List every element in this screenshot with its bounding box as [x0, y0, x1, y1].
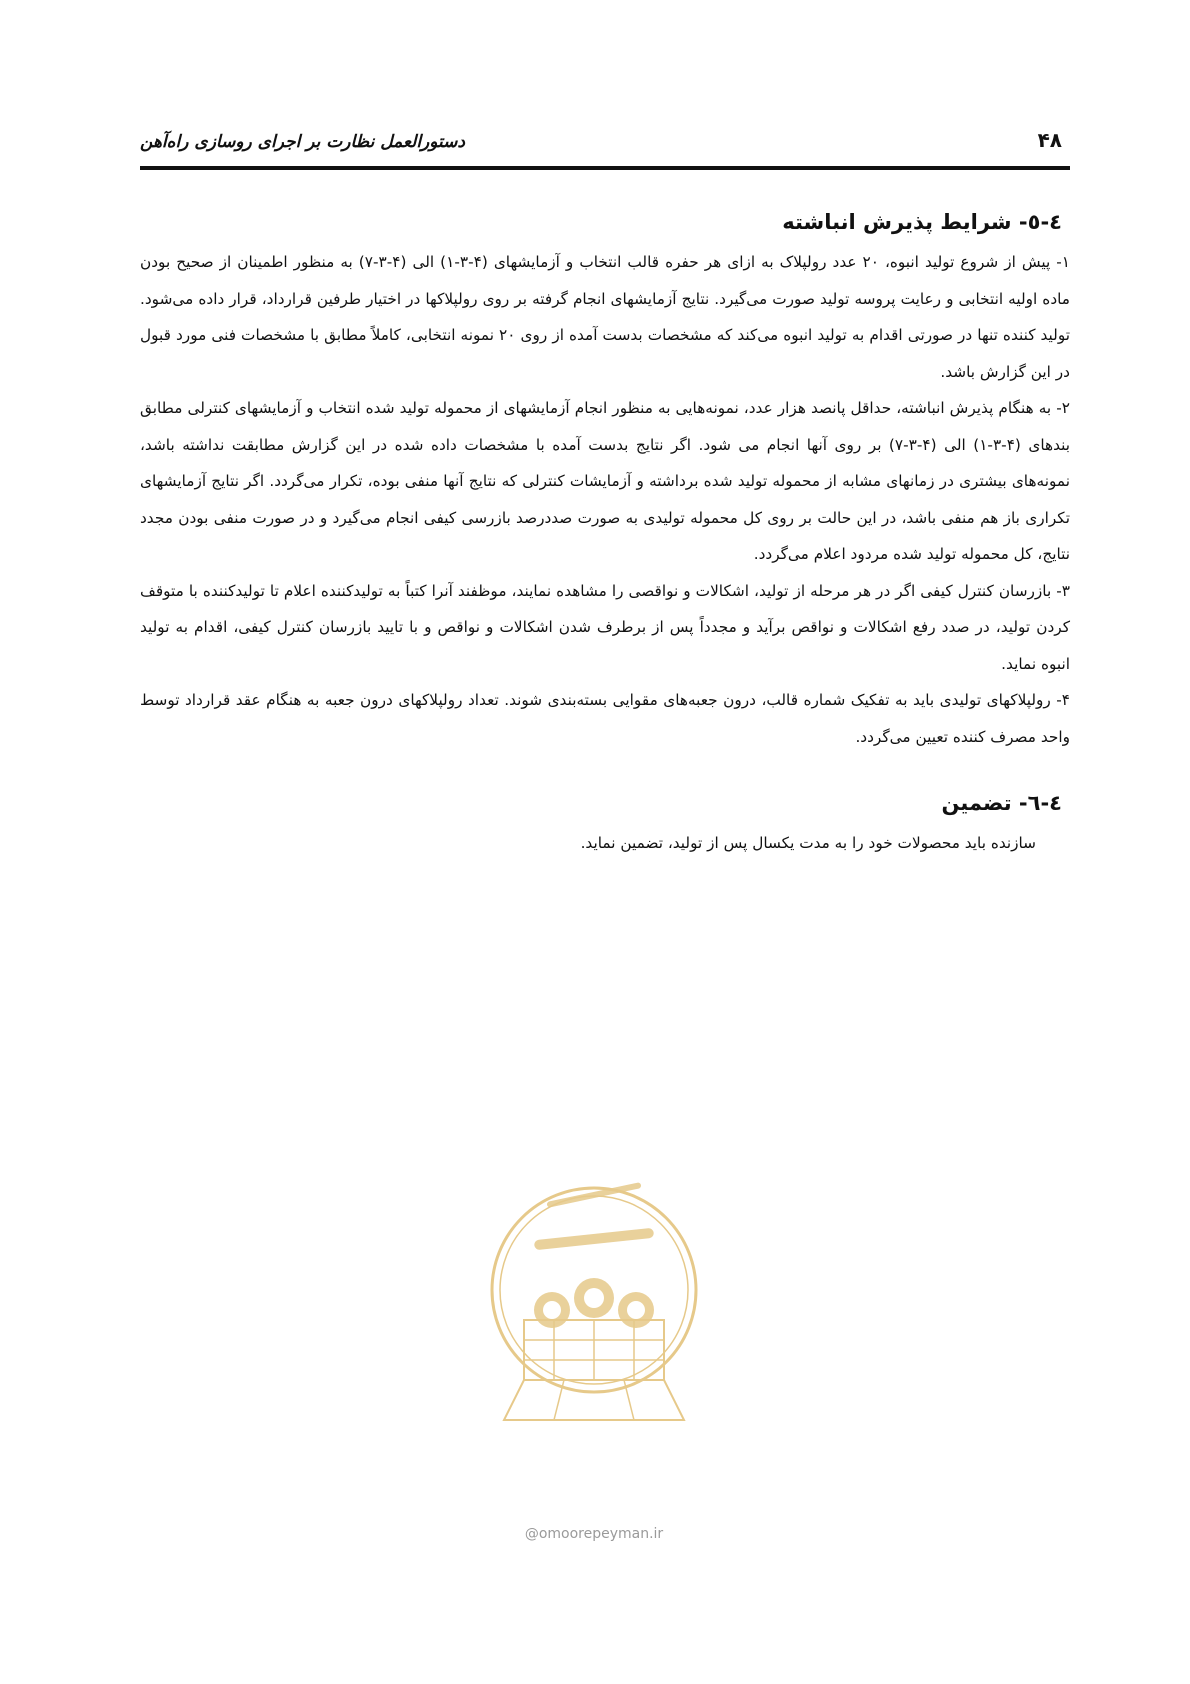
watermark-url: @omoorepeyman.ir — [524, 1526, 664, 1542]
paragraph-2: ۲- به هنگام پذیرش انباشته، حداقل پانصد هزار عدد، نمونه‌هایی به منظور انجام آزمایشهای از محموله تولید شده انتخاب و آزمایشهای کنترلی مطابق بندهای (۴-۳-۱) الی (۴-۳-۷) بر روی آنها انجام می شود. اگر نتایج بدست آمده با مشخصات داده شده در این گزارش مطابقت نداشته باشد، نمونه‌های بیشتری در زمانهای مشابه از محموله تولید شده برداشته و آزمایشات کنترلی که نتایج آنها منفی بوده، تکرار می‌گردد. اگر نتایج آزمایشهای تکراری باز هم منفی باشد، در این حالت بر روی کل محموله تولیدی به صورت صددرصد بازرسی کیفی انجام می‌گیرد و در صورت منفی بودن مجدد نتایج، کل محموله تولید شده مردود اعلام می‌گردد. — [140, 399, 1070, 563]
paragraph-warranty: سازنده باید محصولات خود را به مدت یکسال پس از تولید، تضمین نماید. — [580, 834, 1036, 852]
watermark-seal — [484, 1170, 704, 1440]
paragraph-1: ۱- پیش از شروع تولید انبوه، ۲۰ عدد رولپلاک به ازای هر حفره قالب انتخاب و آزمایشهای (۴-۳-۱) الی (۴-۳-۷) به منظور اطمینان از صحیح بودن ماده اولیه انتخابی و رعایت پروسه تولید صورت می‌گیرد. نتایج آزمایشهای انجام گرفته بر روی رولپلاکها در اختیار طرفین قرارداد، قرار داده می‌شود. تولید کننده تنها در صورتی اقدام به تولید انبوه می‌کند که مشخصات بدست آمده از روی ۲۰ نمونه انتخابی، کاملاً مطابق با مشخصات فنی مورد قبول در این گزارش باشد. — [140, 253, 1071, 381]
document-body — [140, 210, 1070, 862]
header-rule — [140, 166, 1070, 170]
page-number: ۴۸ — [1037, 128, 1062, 152]
paragraph-3: ۳- بازرسان کنترل کیفی اگر در هر مرحله از تولید، اشکالات و نواقصی را مشاهده نمایند، موظفند آنرا کتباً به تولیدکننده اعلام تا تولیدکننده با متوقف کردن تولید، در صدد رفع اشکالات و نواقص برآید و مجدداً پس از برطرف شدن اشکالات و نواقص و با تایید بازرسان کنترل کیفی، اقدام به تولید انبوه نماید. — [140, 581, 1070, 673]
section-heading-warranty: ٤-٦- تضمین — [941, 791, 1062, 815]
running-title: دستورالعمل نظارت بر اجرای روسازی راه‌آهن — [140, 132, 465, 152]
paragraph-4: ۴- رولپلاکهای تولیدی باید به تفکیک شماره قالب، درون جعبه‌های مقوایی بسته‌بندی شوند. تعداد رولپلاکهای درون جعبه به هنگام عقد قرارداد توسط واحد مصرف کننده تعیین می‌گردد. — [140, 691, 1070, 746]
at-icon: @ — [524, 1526, 539, 1542]
section-heading-acceptance: ٤-٥- شرایط پذیرش انباشته — [782, 210, 1062, 234]
